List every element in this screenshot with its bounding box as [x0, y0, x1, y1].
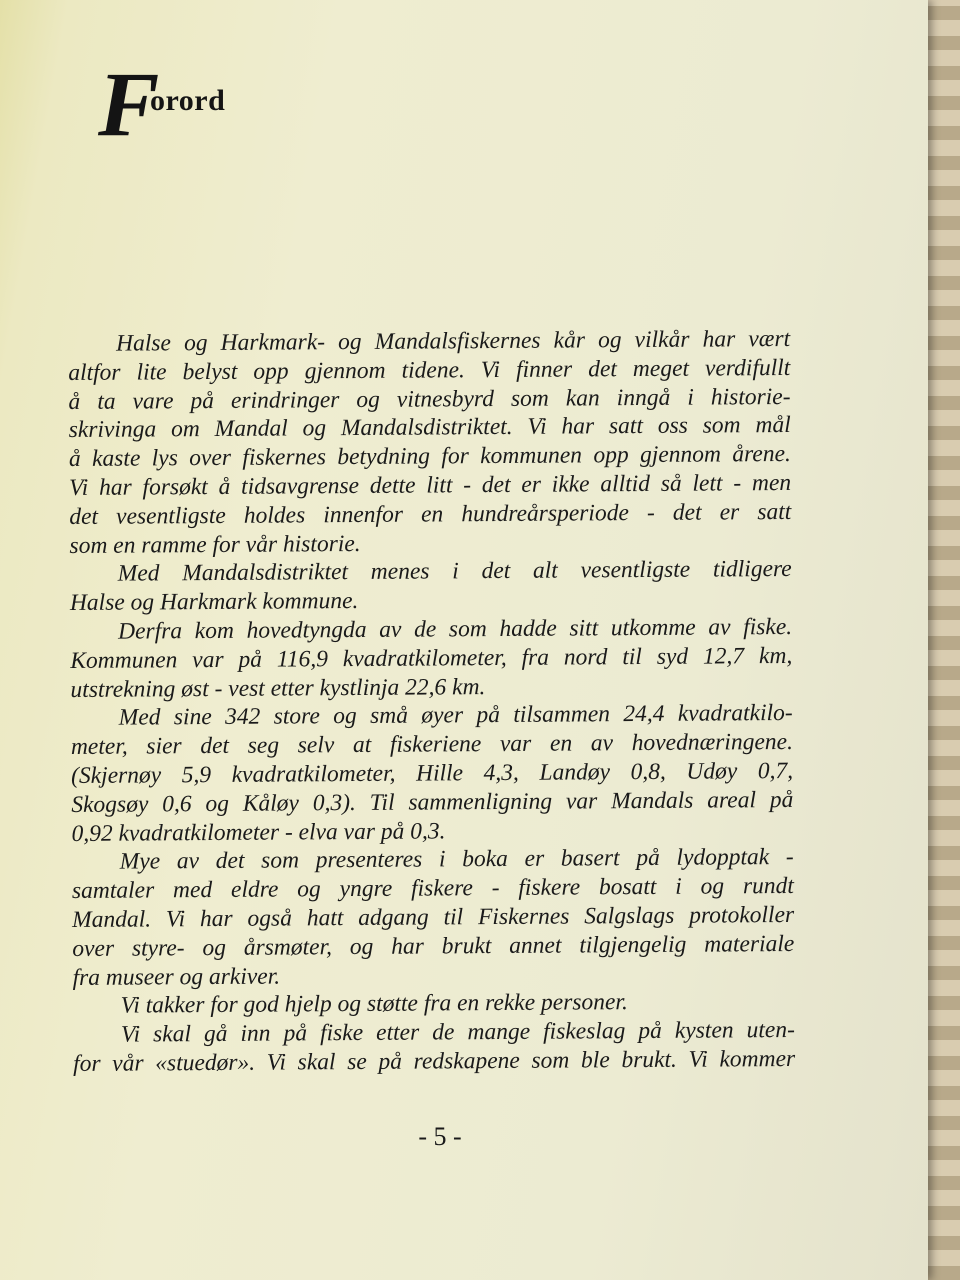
text-line: over styre- og årsmøter, og har brukt annet tilgjengelig materiale [72, 930, 795, 962]
text-line: skrivinga om Mandal og Mandalsdistriktet. Vi har satt oss som mål [68, 412, 791, 444]
text-line: fra museer og arkiver. [72, 963, 281, 991]
text-line: altfor lite belyst opp gjennom tidene. Vi finner det meget verdifullt [68, 354, 791, 386]
drop-cap-initial: F [98, 53, 160, 155]
page-number: - 5 - [418, 1122, 462, 1151]
text-line: Med sine 342 store og små øyer på tilsammen 24,4 kvadratkilo- [118, 700, 793, 732]
text-line: meter, sier det seg selv at fiskeriene var en av hovednæringene. [70, 729, 793, 761]
text-line: Vi har forsøkt å tidsavgrense dette litt - det er ikke alltid så lett - men [69, 469, 792, 501]
text-line: samtaler med eldre og yngre fiskere - fiskere bosatt i og rundt [71, 873, 794, 905]
text-line: det vesentligste holdes innenfor en hundreårsperiode - det er satt [69, 498, 792, 530]
text-line: Skogsøy 0,6 og Kåløy 0,3). Til sammenligning var Mandals areal på [71, 786, 794, 818]
text-line: Vi skal gå inn på fiske etter de mange fiskeslag på kysten uten- [120, 1017, 795, 1048]
text-line: (Skjernøy 5,9 kvadratkilometer, Hille 4,3, Landøy 0,8, Udøy 0,7, [71, 757, 794, 789]
text-line: utstrekning øst - vest etter kystlinja 22,6 km. [70, 673, 486, 703]
text-line: Med Mandalsdistriktet menes i det alt vesentligste tidligere [117, 556, 792, 588]
text-line: Mandal. Vi har også hatt adgang til Fiskernes Salgslags protokoller [72, 901, 795, 933]
text-line: for vår «stuedør». Vi skal se på redskapene som ble brukt. Vi kommer [73, 1045, 796, 1077]
text-line: Mye av det som presenteres i boka er basert på lydopptak - [119, 844, 794, 875]
text-line: Vi takker for god hjelp og støtte fra en rekke personer. [120, 989, 628, 1019]
chapter-heading [98, 53, 358, 158]
body-text [68, 325, 795, 1079]
text-line: å kaste lys over fiskernes betydning for kommunen opp gjennom årene. [68, 441, 791, 473]
text-line: Derfra kom hovedtyngda av de som hadde sitt utkomme av fiske. [118, 613, 793, 645]
text-line: Kommunen var på 116,9 kvadratkilometer, fra nord til syd 12,7 km, [70, 642, 793, 674]
heading-text: orord [150, 84, 226, 117]
text-line: Halse og Harkmark kommune. [69, 588, 359, 617]
text-line: å ta vare på erindringer og vitnesbyrd som kan inngå i historie- [68, 383, 791, 415]
text-line: Halse og Harkmark- og Mandalsfiskernes kår og vilkår har vært [116, 325, 791, 357]
text-line: 0,92 kvadratkilometer - elva var på 0,3. [71, 817, 446, 847]
text-line: som en ramme for vår historie. [69, 530, 361, 559]
